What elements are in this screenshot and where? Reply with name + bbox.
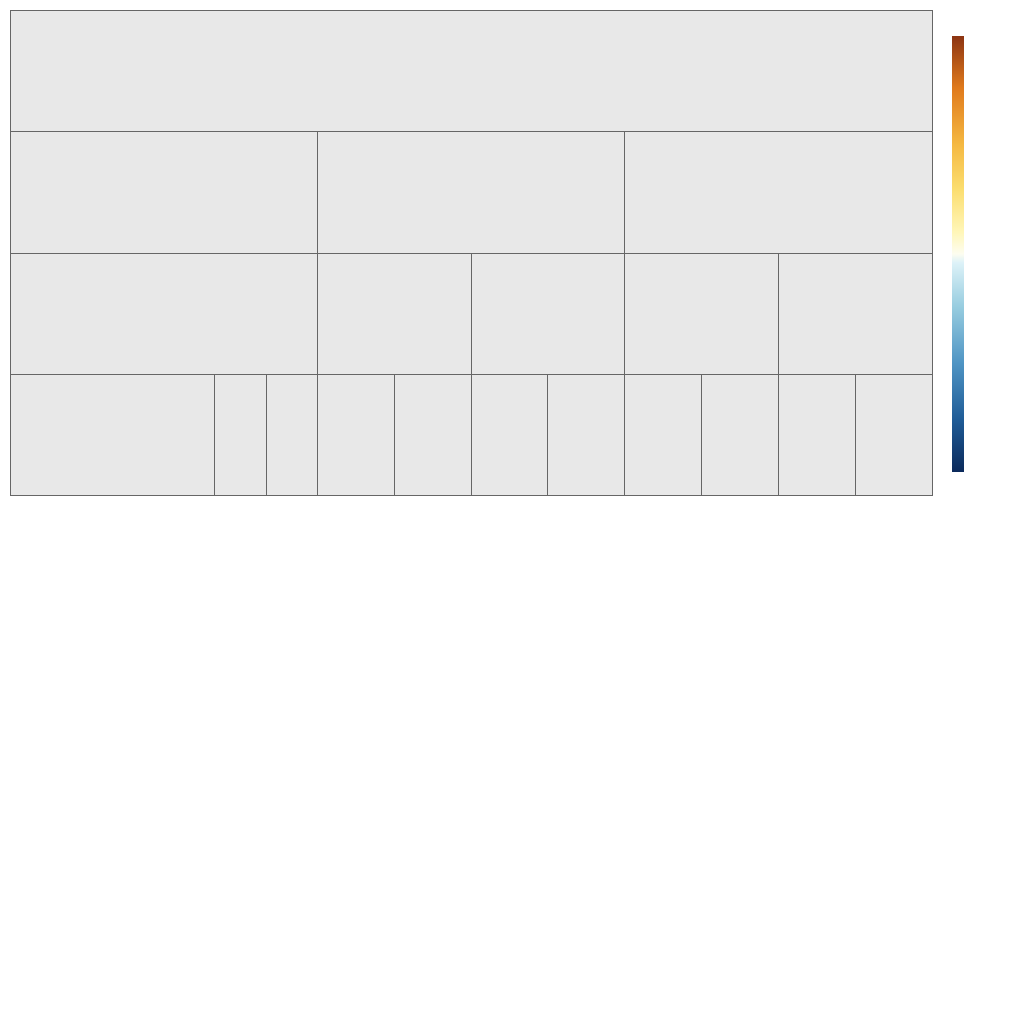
stats-table xyxy=(10,10,933,496)
id-column-header xyxy=(215,374,267,495)
table-title xyxy=(11,11,933,132)
std-high-mode-header xyxy=(779,253,933,374)
avg-high-oblique1-header xyxy=(472,374,548,495)
std-low-oblique1-header xyxy=(625,374,702,495)
city-column-header xyxy=(11,374,215,495)
avg-low-oblique1-header xyxy=(318,374,395,495)
site-info-header xyxy=(11,253,318,374)
std-low-mode-header xyxy=(625,253,779,374)
std-low-oblique2-header xyxy=(702,374,779,495)
colorbar-legend xyxy=(940,20,1024,490)
colorbar-gradient xyxy=(952,36,964,472)
avg-low-mode-header xyxy=(318,253,472,374)
std-header xyxy=(625,132,933,253)
avg-low-oblique2-header xyxy=(395,374,472,495)
avg-high-mode-header xyxy=(472,253,625,374)
avg-high-oblique2-header xyxy=(548,374,625,495)
std-high-oblique1-header xyxy=(779,374,856,495)
freq-column-header xyxy=(267,374,318,495)
date-range xyxy=(11,132,318,253)
average-header xyxy=(318,132,625,253)
std-high-oblique2-header xyxy=(856,374,933,495)
